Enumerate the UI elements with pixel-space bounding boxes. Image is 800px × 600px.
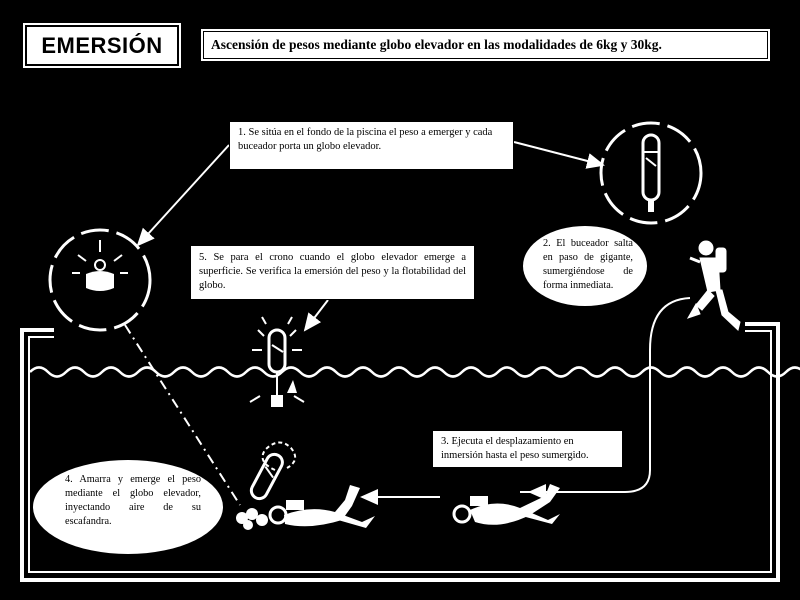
liftbag-icon: [643, 135, 659, 212]
weight-icon: [72, 240, 128, 291]
connector-note1-left: [138, 145, 229, 245]
connector-note5: [305, 300, 328, 330]
step-2-note: 2. El buceador salta en paso de gigante, sumergiéndose de forma inmediata.: [543, 238, 633, 291]
step-4-note: 4. Amarra y emerge el peso mediante el globo elevador, inyectando aire de su escafandra.: [65, 474, 201, 527]
step-3-note: 3. Ejecuta el desplazamiento en inmersión hasta el peso sumergido.: [432, 430, 623, 468]
page-title: EMERSIÓN: [25, 25, 179, 66]
surfaced-liftbag-icon: [250, 317, 304, 407]
diver-jumping: [688, 241, 740, 330]
diver-at-weight: [236, 452, 375, 530]
connector-note1-right: [514, 142, 603, 165]
step-1-note: 1. Se sitúa en el fondo de la piscina el peso a emerger y cada buceador porta un globo elevador.: [229, 121, 514, 170]
step-5-note: 5. Se para el crono cuando el globo elevador emerge a superficie. Se verifica la emersión del peso y la flotabilidad del globo.: [190, 245, 475, 300]
page-subtitle: Ascensión de pesos mediante globo elevador en las modalidades de 6kg y 30kg.: [203, 31, 768, 59]
diver-swimming: [454, 484, 560, 525]
water-surface: [30, 368, 800, 377]
